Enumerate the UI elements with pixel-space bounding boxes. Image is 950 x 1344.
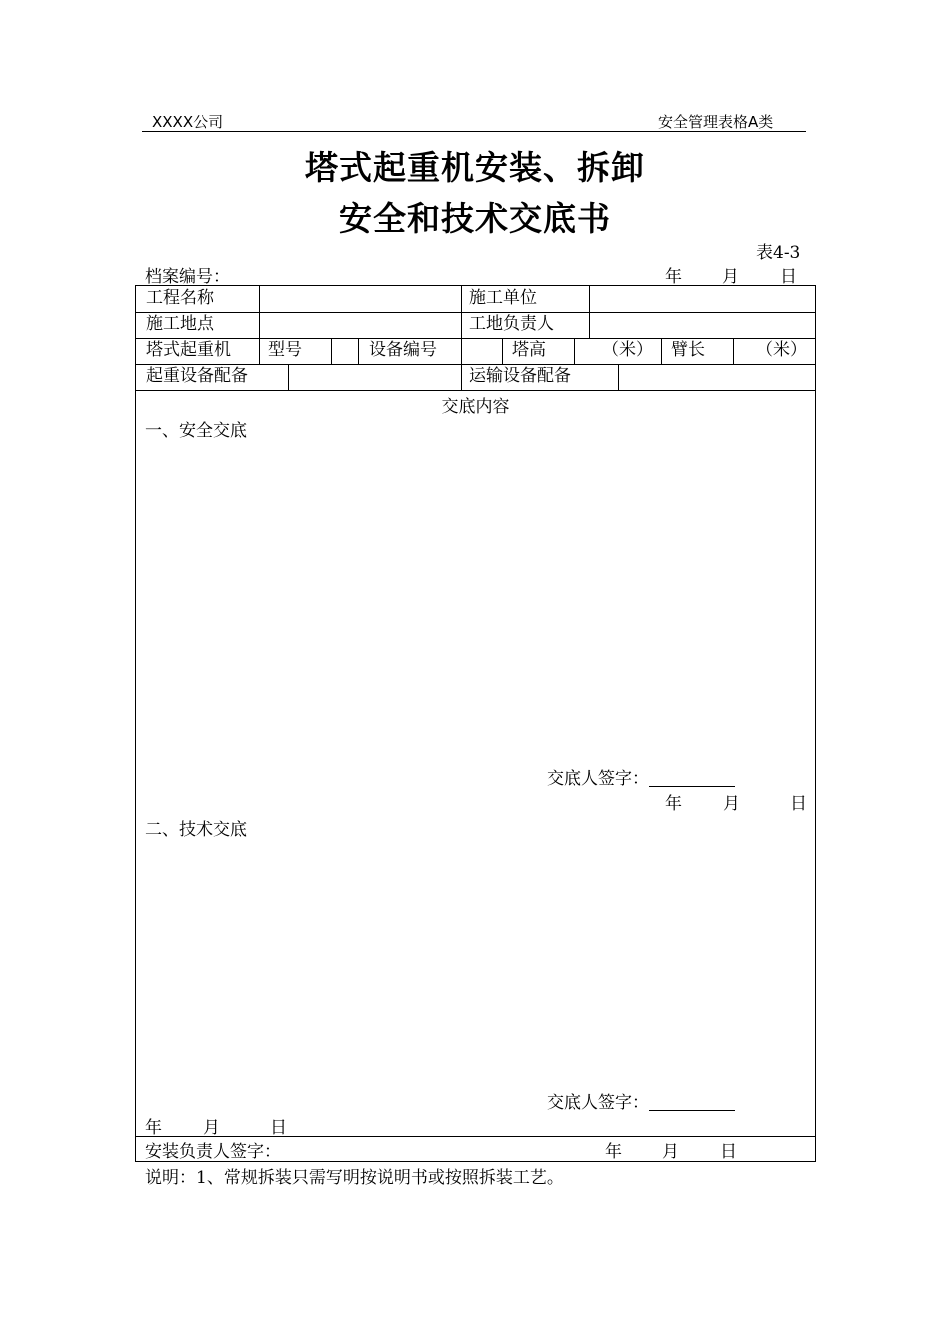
form-number: 表4-3 (756, 243, 801, 263)
page-subtitle: 安全和技术交底书 (339, 199, 611, 238)
input-site-location[interactable] (260, 312, 461, 337)
tech-date-day: 日 (270, 1118, 287, 1138)
tech-signature-field[interactable] (649, 1092, 735, 1111)
label-site-manager: 工地负责人 (469, 314, 554, 334)
row-project (136, 286, 815, 313)
tech-date-year: 年 (145, 1118, 162, 1138)
header-day: 日 (780, 267, 797, 287)
section-safety-handover: 一、安全交底 (145, 421, 247, 441)
header-year: 年 (665, 267, 682, 287)
tech-signature-row (547, 1088, 735, 1113)
label-arm-length: 臂长 (671, 340, 705, 360)
safety-signature-label: 交底人签字： (547, 769, 649, 789)
form-category: 安全管理表格A类 (658, 113, 774, 131)
safety-date-day: 日 (790, 794, 807, 814)
header-month: 月 (722, 267, 739, 287)
label-transport-equipment: 运输设备配备 (469, 366, 571, 386)
safety-signature-field[interactable] (649, 768, 735, 787)
input-project-name[interactable] (260, 286, 461, 311)
label-tower-crane: 塔式起重机 (146, 340, 231, 360)
row-crane (136, 338, 815, 365)
label-site-location: 施工地点 (146, 314, 214, 334)
input-lifting-equipment[interactable] (289, 364, 461, 389)
row-equipment (136, 364, 815, 391)
installer-date-day: 日 (720, 1142, 737, 1162)
installer-signature-label: 安装负责人签字： (145, 1142, 281, 1162)
input-equipment-number[interactable] (462, 338, 502, 363)
tech-date-month: 月 (203, 1118, 220, 1138)
safety-date-month: 月 (723, 794, 740, 814)
installer-date-month: 月 (662, 1142, 679, 1162)
handover-form-table (135, 285, 816, 1162)
label-construction-unit: 施工单位 (469, 288, 537, 308)
unit-arm-length: （米） (756, 340, 807, 360)
content-header: 交底内容 (441, 397, 510, 417)
input-model[interactable] (332, 338, 358, 363)
section-technical-handover: 二、技术交底 (145, 820, 247, 840)
input-transport-equipment[interactable] (619, 364, 815, 389)
archive-number-label: 档案编号： (145, 267, 230, 287)
header-rule (142, 131, 806, 132)
safety-signature-row (547, 764, 735, 789)
input-site-manager[interactable] (590, 312, 815, 337)
label-project-name: 工程名称 (146, 288, 214, 308)
safety-date-year: 年 (665, 794, 682, 814)
company-name: XXXX公司 (152, 113, 224, 131)
row-site (136, 312, 815, 339)
form-note: 说明：1、常规拆装只需写明按说明书或按照拆装工艺。 (145, 1168, 564, 1188)
tech-signature-label: 交底人签字： (547, 1093, 649, 1113)
label-equipment-number: 设备编号 (369, 340, 437, 360)
unit-tower-height: （米） (602, 340, 653, 360)
page-title: 塔式起重机安装、拆卸 (305, 148, 645, 187)
input-construction-unit[interactable] (590, 286, 815, 311)
label-tower-height: 塔高 (512, 340, 546, 360)
label-model: 型号 (268, 340, 302, 360)
label-lifting-equipment: 起重设备配备 (146, 366, 248, 386)
installer-date-year: 年 (605, 1142, 622, 1162)
